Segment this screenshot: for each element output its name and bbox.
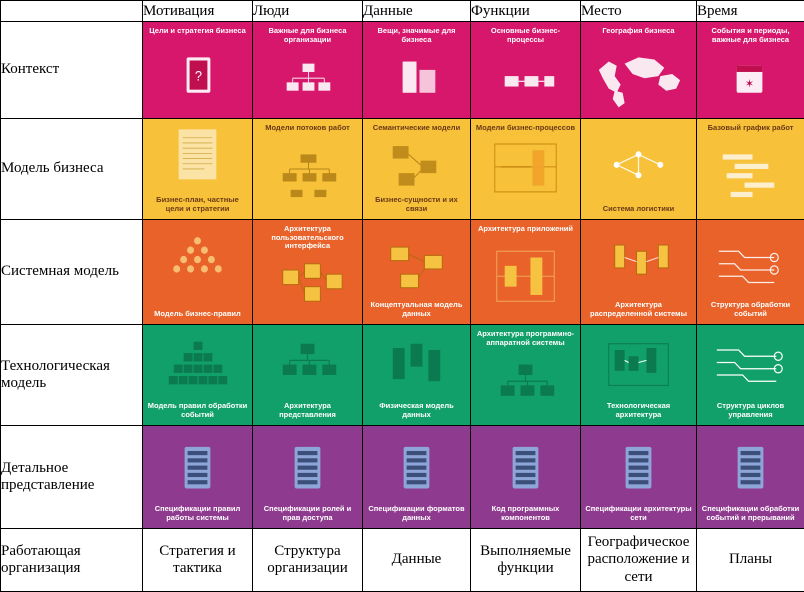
cell-caption: Архитектура пользовательского интерфейса (271, 223, 344, 251)
workflow-tree-icon (253, 119, 362, 219)
cell-caption: Модель правил обработки событий (147, 401, 248, 419)
cell-caption: Система логистики (602, 203, 675, 213)
cell-working-place: Географическое расположение и сети (581, 528, 697, 591)
table-row-working-organization (1, 528, 804, 591)
cell-business-place (581, 118, 697, 219)
column-header-functions: Функции (471, 1, 581, 22)
cell-detailed-functions (471, 425, 581, 528)
cell-caption: Архитектура представления (279, 401, 336, 419)
cell-technology-time (697, 324, 804, 425)
cell-caption: Модели потоков работ (265, 122, 350, 132)
cell-caption: Спецификации ролей и прав доступа (263, 504, 352, 523)
cell-context-data (363, 22, 471, 119)
cell-caption: Код программных компонентов (491, 504, 560, 523)
cell-caption: Структура обработки событий (710, 300, 791, 319)
cell-caption: Спецификации правил работы системы (154, 504, 241, 523)
column-header-place: Место (581, 1, 697, 22)
cell-caption: Спецификации обработки событий и прерываний (701, 504, 800, 523)
cell-caption: География бизнеса (602, 26, 675, 35)
cell-caption: Архитектура приложений (477, 223, 574, 233)
cell-caption: Семантические модели (372, 122, 461, 132)
row-label-detailed: Детальное представление (1, 425, 143, 528)
app-blocks-icon (471, 220, 580, 324)
cell-caption: Основные бизнес-процессы (490, 26, 561, 44)
cell-context-time (697, 22, 804, 119)
cell-technology-place (581, 324, 697, 425)
cell-caption: События и периоды, важные для бизнеса (711, 26, 790, 44)
table-row-system-model (1, 219, 804, 324)
cell-working-time: Планы (697, 528, 804, 591)
cell-working-motivation: Стратегия и тактика (143, 528, 253, 591)
cell-technology-data (363, 324, 471, 425)
cell-caption: Модель бизнес-правил (154, 309, 241, 319)
document-red-icon (143, 22, 252, 118)
column-header-people: Люди (253, 1, 363, 22)
cell-detailed-data (363, 425, 471, 528)
cell-detailed-place (581, 425, 697, 528)
cell-caption: Архитектура распределенной системы (590, 300, 687, 319)
table-row-context (1, 22, 804, 119)
cell-caption: Структура циклов управления (716, 401, 785, 419)
cell-context-motivation (143, 22, 253, 119)
row-label-business-model: Модель бизнеса (1, 118, 143, 219)
gantt-icon (697, 119, 804, 219)
column-header-motivation: Мотивация (143, 1, 253, 22)
cell-business-time (697, 118, 804, 219)
cell-caption: Физическая модель данных (379, 401, 454, 419)
cell-caption: Архитектура программно-аппаратной системы (476, 328, 575, 347)
cell-system-time (697, 219, 804, 324)
cell-system-people (253, 219, 363, 324)
cell-caption: Спецификации форматов данных (368, 504, 465, 523)
cell-business-functions (471, 118, 581, 219)
cell-context-place (581, 22, 697, 119)
cell-system-data (363, 219, 471, 324)
table-header-row (1, 1, 804, 22)
cell-detailed-people (253, 425, 363, 528)
cell-working-people: Структура организации (253, 528, 363, 591)
row-label-context: Контекст (1, 22, 143, 119)
cell-business-motivation (143, 118, 253, 219)
cell-technology-functions (471, 324, 581, 425)
cell-context-functions (471, 22, 581, 119)
table-row-detailed (1, 425, 804, 528)
cell-caption: Модели бизнес-процессов (475, 122, 576, 132)
cell-detailed-motivation (143, 425, 253, 528)
cell-working-functions: Выполняемые функции (471, 528, 581, 591)
cell-caption: Технологическая архитектура (606, 401, 671, 419)
cell-caption: Цели и стратегия бизнеса (149, 26, 246, 35)
column-header-data: Данные (363, 1, 471, 22)
svg-text:✶: ✶ (744, 78, 755, 91)
cell-system-functions (471, 219, 581, 324)
cell-system-motivation (143, 219, 253, 324)
cell-business-data (363, 118, 471, 219)
svg-text:?: ? (194, 67, 203, 84)
cell-caption: Бизнес-план, частные цели и стратегии (156, 195, 239, 213)
cell-caption-secondary: Бизнес-сущности и их связи (375, 195, 458, 213)
cell-technology-people (253, 324, 363, 425)
table-corner (1, 1, 143, 22)
world-map-icon (581, 22, 696, 118)
cell-system-place (581, 219, 697, 324)
cell-caption: Концептуальная модель данных (370, 300, 463, 319)
cell-caption: Базовый график работ (707, 122, 794, 132)
cell-technology-motivation (143, 324, 253, 425)
table-row-business-model (1, 118, 804, 219)
cell-detailed-time (697, 425, 804, 528)
column-header-time: Время (697, 1, 804, 22)
cell-working-data: Данные (363, 528, 471, 591)
cell-caption: Вещи, значимые для бизнеса (377, 26, 456, 44)
cell-caption: Важные для бизнеса организации (268, 26, 347, 44)
cell-caption: Спецификации архитектуры сети (585, 504, 692, 523)
table-row-technology-model (1, 324, 804, 425)
cell-business-people (253, 118, 363, 219)
swimlane-icon (471, 119, 580, 219)
cell-context-people (253, 22, 363, 119)
row-label-technology-model: Технологическая модель (1, 324, 143, 425)
row-label-working-organization: Работающая организация (1, 528, 143, 591)
row-label-system-model: Системная модель (1, 219, 143, 324)
